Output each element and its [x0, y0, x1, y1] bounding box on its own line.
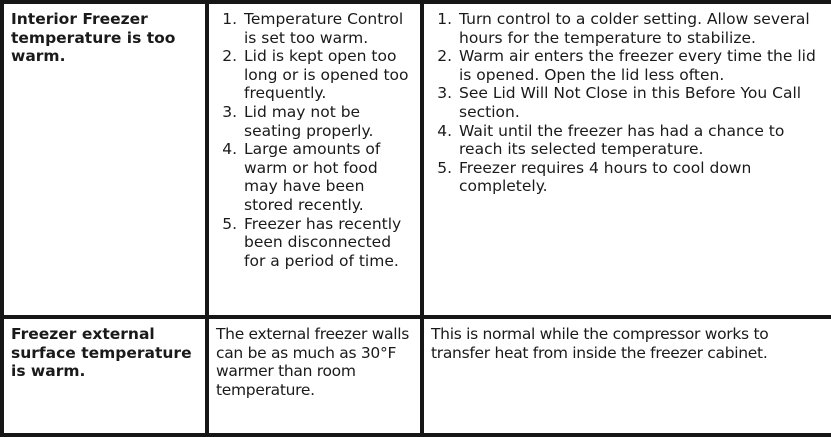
solution-item: 3. See Lid Will Not Close in this Before You Call section. — [457, 84, 825, 121]
cause-item: 2. Lid is kept open too long or is opened too frequently. — [242, 47, 414, 103]
solution-item: 5. Freezer requires 4 hours to cool down completely. — [457, 159, 825, 196]
cause-cell — [207, 2, 422, 317]
cause-cell: The external freezer walls can be as much as 30°F warmer than room temperature. — [207, 317, 422, 435]
solution-cell: This is normal while the compressor works to transfer heat from inside the freezer cabinet. — [422, 317, 831, 435]
solution-cell — [422, 2, 831, 317]
solution-item: 2. Warm air enters the freezer every time the lid is opened. Open the lid less often. — [457, 47, 825, 84]
cause-item: 1. Temperature Control is set too warm. — [242, 10, 414, 47]
cause-item: 3. Lid may not be seating properly. — [242, 103, 414, 140]
solution-item: 4. Wait until the freezer has had a chance to reach its selected temperature. — [457, 122, 825, 159]
problem-cell: Interior Freezer temperature is too warm. — [2, 2, 207, 317]
solution-item: 1. Turn control to a colder setting. Allow several hours for the temperature to stabilize. — [457, 10, 825, 47]
problem-cell: Freezer external surface temperature is warm. — [2, 317, 207, 435]
table-row — [2, 317, 831, 435]
solution-list — [431, 10, 825, 196]
cause-list — [216, 10, 414, 270]
table-row — [2, 2, 831, 317]
cause-item: 4. Large amounts of warm or hot food may have been stored recently. — [242, 140, 414, 214]
cause-item: 5. Freezer has recently been disconnected for a period of time. — [242, 215, 414, 271]
